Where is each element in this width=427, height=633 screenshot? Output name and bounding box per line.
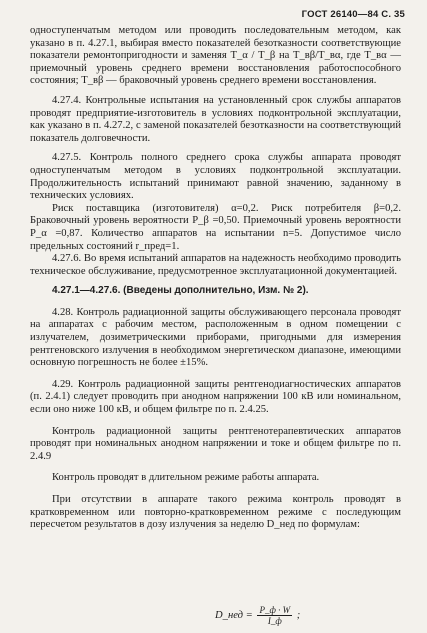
document-body	[30, 25, 401, 532]
formula-lhs: D_нед =	[215, 609, 253, 621]
formula-fraction	[257, 605, 292, 626]
paragraph-risk: Риск поставщика (изготовителя) α=0,2. Риск потребителя β=0,2. Браковочный уровень вероятности P_β =0,50. Приемочный уровень вероятности P_α =0,87. Количество аппаратов на испытании n=5. Допустимое число предельных состояний r_пред=1.	[30, 202, 401, 252]
paragraph-short-mode: При отсутствии в аппарате такого режима контроль проводят в кратковременном или повторно-кратковременном режиме с последующим пересчетом результатов в дозу излучения за неделю D_нед по формулам:	[30, 494, 401, 531]
formula-denominator: I_ф	[267, 616, 282, 626]
paragraph: одноступенчатым методом или проводить последовательным методом, как указано в п. 4.27.1, выбирая вместо показателей безотказности соответствующие показатели ремонтопригодности и заменяя T_α / T_β на T_вβ/T_вα, где T_вα — приемочный уровень среднего времени восстановления работоспособного состояния; T_вβ — браковочный уровень среднего времени восстановления.	[30, 25, 401, 87]
paragraph-long-mode: Контроль проводят в длительном режиме работы аппарата.	[52, 472, 320, 484]
paragraph-therapy: Контроль радиационной защиты рентгенотерапевтических аппаратов проводят при номинальных анодном напряжении и токе и общем фильтре по п. 2.4.9	[30, 425, 401, 462]
formula-tail: ;	[296, 609, 301, 621]
page-header: ГОСТ 26140—84 С. 35	[301, 9, 405, 20]
paragraph-4-27-4: 4.27.4. Контрольные испытания на установленный срок службы аппаратов проводят предприятие-изготовитель в условиях подконтрольной эксплуатации, как указано в п. 4.27.2, с заменой показателей безотказности на соответствующий показатель долговечности.	[30, 94, 401, 144]
paragraph-4-27-6: 4.27.6. Во время испытаний аппаратов на надежность необходимо проводить техническое обслуживание, предусмотренное эксплуатационной документацией.	[30, 253, 401, 277]
paragraph-4-27-5: 4.27.5. Контроль полного среднего срока службы аппарата проводят одноступенчатым методом в условиях подконтрольной эксплуатации. Продолжительность испытаний принимают равной значению, заданному в технических условиях.	[30, 152, 401, 202]
dose-formula	[215, 605, 300, 626]
paragraph-4-28: 4.28. Контроль радиационной защиты обслуживающего персонала проводят на аппаратах с рабочим местом, расположенным в одном помещении с излучателем, дозиметрическими приборами, пригодными для измерения рентгеновского излучения в необходимом энергетическом диапазоне, имеющими основную погрешность не более ±15%.	[30, 306, 401, 369]
amendment-note: 4.27.1—4.27.6. (Введены дополнительно, Изм. № 2).	[52, 285, 309, 297]
paragraph-4-29: 4.29. Контроль радиационной защиты рентгенодиагностических аппаратов (п. 2.4.1) следует проводить при анодном напряжении 100 кВ или номинальном, если оно ниже 100 кВ, и общем фильтре по п. 2.4.25.	[30, 378, 401, 416]
formula-numerator: P_ф · W	[259, 605, 291, 615]
